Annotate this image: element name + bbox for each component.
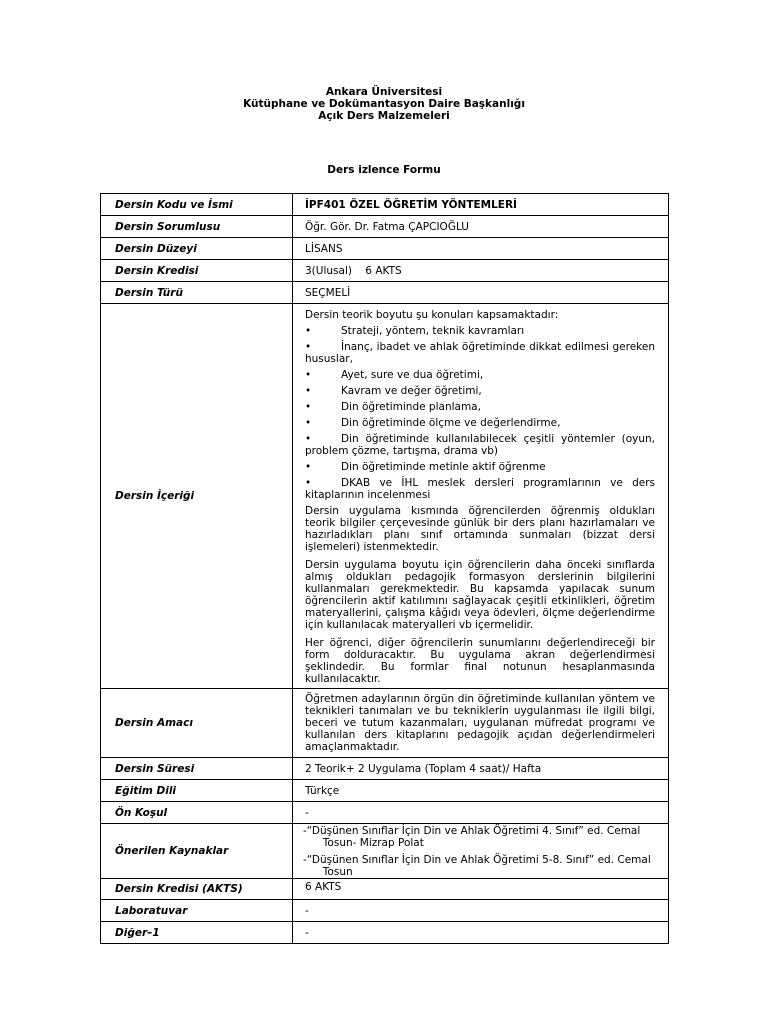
row-course-code (101, 194, 669, 216)
row-level (101, 238, 669, 260)
value-language: Türkçe (293, 780, 669, 802)
content-bullet: • Din öğretiminde metinle aktif öğrenme (305, 461, 546, 473)
content-paragraph: Dersin uygulama boyutu için öğrencilerin daha önceki sınıflarda almış oldukları pedagojik formasyon derslerinin bilgilerini kullanmaları gerekmektedir. Bu kapsamda yapılacak sunum öğrencilerin aktif katılımını sağlayacak çeşitli etkinlikleri, öğretim materyallerini, çalışma kâğıdı veya ödevleri, ölçme değerlendirme için kullanılacak materyalleri vb içermelidir. (305, 559, 655, 631)
value-other: - (293, 922, 669, 944)
label-content: Dersin İçeriği (101, 304, 293, 689)
content-bullet: • Strateji, yöntem, teknik kavramları (305, 325, 525, 337)
value-ects-credit: 6 AKTS (293, 879, 669, 900)
value-level: LİSANS (293, 238, 669, 260)
row-content (101, 304, 669, 689)
reference-item: - “Düşünen Sınıflar İçin Din ve Ahlak Öğretimi 5-8. Sınıf” ed. Cemal Tosun (303, 854, 651, 878)
form-title: Ders izlence Formu (327, 164, 441, 176)
bullet-icon: • (305, 325, 312, 337)
bullet-icon: • (305, 417, 312, 429)
row-duration (101, 758, 669, 780)
content-bullet: • Ayet, sure ve dua öğretimi, (305, 369, 484, 381)
syllabus-table (100, 193, 669, 944)
value-references (293, 824, 669, 879)
value-prerequisite: - (293, 802, 669, 824)
content-bullet: • Din öğretiminde kullanılabilecek çeşitli yöntemler (oyun, problem çözme, tartışma, drama vb) (305, 433, 655, 457)
row-instructor (101, 216, 669, 238)
value-aim: Öğretmen adaylarının örgün din öğretiminde kullanılan yöntem ve teknikleri tanımaları ve bu tekniklerin uygulanması ile ilgili bilgi, beceri ve tutum kazanmaları, uygulanan müfredat programı ve kullanılan ders kitaplarını pedagojik açıdan değerlendirmeleri amaçlanmaktadır. (293, 689, 669, 758)
content-bullet: • Din öğretiminde ölçme ve değerlendirme, (305, 417, 561, 429)
value-course-code: İPF401 ÖZEL ÖĞRETİM YÖNTEMLERİ (293, 194, 669, 216)
bullet-icon: • (305, 341, 312, 353)
label-language: Eğitim Dili (101, 780, 293, 802)
content-bullet: • Kavram ve değer öğretimi, (305, 385, 482, 397)
value-duration: 2 Teorik+ 2 Uygulama (Toplam 4 saat)/ Hafta (293, 758, 669, 780)
bullet-icon: • (305, 401, 312, 413)
value-content (293, 304, 669, 689)
program-title: Açık Ders Malzemeleri (318, 110, 450, 122)
bullet-icon: • (305, 385, 312, 397)
reference-item: - “Düşünen Sınıflar İçin Din ve Ahlak Öğretimi 4. Sınıf” ed. Cemal Tosun- Mizrap Polat (303, 825, 641, 849)
value-type: SEÇMELİ (293, 282, 669, 304)
row-references (101, 824, 669, 879)
content-bullet: • DKAB ve İHL meslek dersleri programlarının ve ders kitaplarının incelenmesi (305, 477, 655, 501)
row-ects-credit (101, 879, 669, 900)
row-type (101, 282, 669, 304)
label-duration: Dersin Süresi (101, 758, 293, 780)
row-other (101, 922, 669, 944)
bullet-icon: • (305, 433, 312, 445)
university-title: Ankara Üniversitesi (325, 86, 443, 98)
label-level: Dersin Düzeyi (101, 238, 293, 260)
label-aim: Dersin Amacı (101, 689, 293, 758)
value-laboratory: - (293, 900, 669, 922)
label-laboratory: Laboratuvar (101, 900, 293, 922)
department-title: Kütüphane ve Dokümantasyon Daire Başkanlığı (243, 98, 525, 110)
label-type: Dersin Türü (101, 282, 293, 304)
bullet-icon: • (305, 461, 312, 473)
label-ects-credit: Dersin Kredisi (AKTS) (101, 879, 293, 900)
bullet-icon: • (305, 477, 312, 489)
label-credit: Dersin Kredisi (101, 260, 293, 282)
content-paragraph: Her öğrenci, diğer öğrencilerin sunumlarını değerlendireceği bir form dolduracaktır. Bu uygulama akran değerlendirmesi şeklindedir. Bu formlar final notunun hesaplanmasında kullanılacaktır. (305, 637, 655, 685)
value-credit: 3(Ulusal) 6 AKTS (293, 260, 669, 282)
label-prerequisite: Ön Koşul (101, 802, 293, 824)
row-laboratory (101, 900, 669, 922)
content-intro: Dersin teorik boyutu şu konuları kapsamaktadır: (305, 309, 559, 321)
row-aim (101, 689, 669, 758)
bullet-icon: • (305, 369, 312, 381)
label-other: Diğer–1 (101, 922, 293, 944)
content-bullet: • İnanç, ibadet ve ahlak öğretiminde dikkat edilmesi gereken hususlar, (305, 341, 655, 365)
row-language (101, 780, 669, 802)
row-credit (101, 260, 669, 282)
label-references: Önerilen Kaynaklar (101, 824, 293, 879)
content-bullet: • Din öğretiminde planlama, (305, 401, 481, 413)
label-instructor: Dersin Sorumlusu (101, 216, 293, 238)
value-instructor: Öğr. Gör. Dr. Fatma ÇAPCIOĞLU (293, 216, 669, 238)
row-prerequisite (101, 802, 669, 824)
label-course-code: Dersin Kodu ve İsmi (101, 194, 293, 216)
content-paragraph: Dersin uygulama kısmında öğrencilerden öğrenmiş oldukları teorik bilgiler çerçevesinde günlük bir ders planı hazırlamaları ve hazırladıkları planı sınıf ortamında sunmaları (bizzat dersi işlemeleri) istenmektedir. (305, 505, 655, 553)
